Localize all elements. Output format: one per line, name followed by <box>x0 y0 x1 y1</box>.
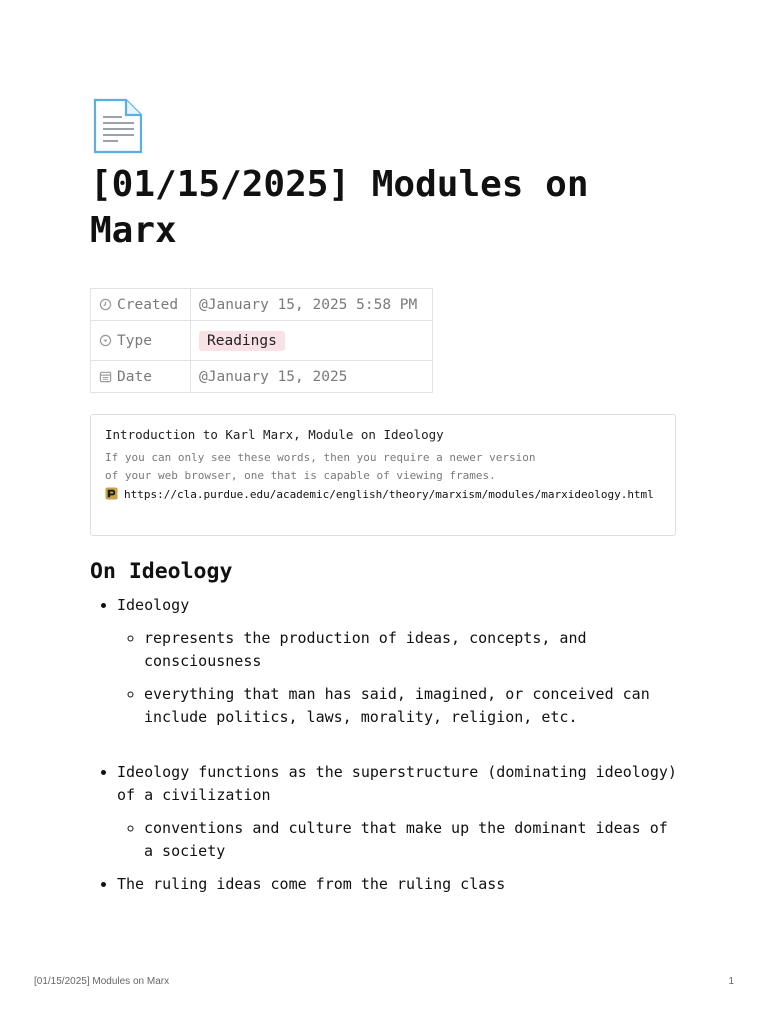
bookmark-card[interactable] <box>90 414 676 536</box>
bullet-list <box>90 594 680 896</box>
property-row-date <box>91 361 433 393</box>
list-item <box>117 873 680 896</box>
sub-list-item: ◦ conventions and culture that make up the dominant ideas of a society <box>144 817 680 863</box>
properties-table <box>90 288 433 393</box>
notes-content <box>90 594 680 896</box>
bookmark-description: If you can only see these words, then you require a newer version of your web browser, one that is capable of viewing frames. <box>105 451 536 482</box>
list-item-text: The ruling ideas come from the ruling class <box>117 875 506 893</box>
list-item <box>117 761 680 863</box>
sub-bullet-list <box>117 817 680 863</box>
property-value-created[interactable]: @January 15, 2025 5:58 PM <box>191 289 433 321</box>
bookmark-link[interactable] <box>105 487 661 503</box>
calendar-icon <box>99 370 112 383</box>
list-item-text: Ideology <box>117 596 190 614</box>
select-icon <box>99 334 112 347</box>
property-row-created <box>91 289 433 321</box>
sub-list-item: ◦ everything that man has said, imagined, or conceived can include politics, laws, morality, religion, etc. <box>144 683 680 729</box>
section-heading: On Ideology <box>90 559 233 584</box>
type-tag[interactable]: Readings <box>199 331 285 351</box>
bookmark-title: Introduction to Karl Marx, Module on Ideology <box>105 427 444 442</box>
page-title: [01/15/2025] Modules on Marx <box>90 164 589 251</box>
property-label: Date <box>117 368 152 385</box>
sub-list-item: ◦ represents the production of ideas, concepts, and consciousness <box>144 627 680 673</box>
clock-icon <box>99 298 112 311</box>
property-row-type <box>91 321 433 361</box>
property-key-type <box>91 321 191 361</box>
footer-title: [01/15/2025] Modules on Marx <box>34 976 170 987</box>
list-item <box>117 594 680 729</box>
property-value-date[interactable]: @January 15, 2025 <box>191 361 433 393</box>
property-key-date <box>91 361 191 393</box>
sub-bullet-list <box>117 627 680 729</box>
purdue-favicon-icon <box>105 487 118 500</box>
property-key-created <box>91 289 191 321</box>
list-item-text: Ideology functions as the superstructure (dominating ideology) of a civilization <box>117 763 677 804</box>
page-facing-up-icon <box>92 98 144 154</box>
property-label: Created <box>117 296 179 313</box>
footer-page-number: 1 <box>728 976 734 987</box>
bookmark-url[interactable]: https://cla.purdue.edu/academic/english/theory/marxism/modules/marxideology.html <box>124 488 654 501</box>
property-label: Type <box>117 332 152 349</box>
property-value-type[interactable] <box>191 321 433 361</box>
